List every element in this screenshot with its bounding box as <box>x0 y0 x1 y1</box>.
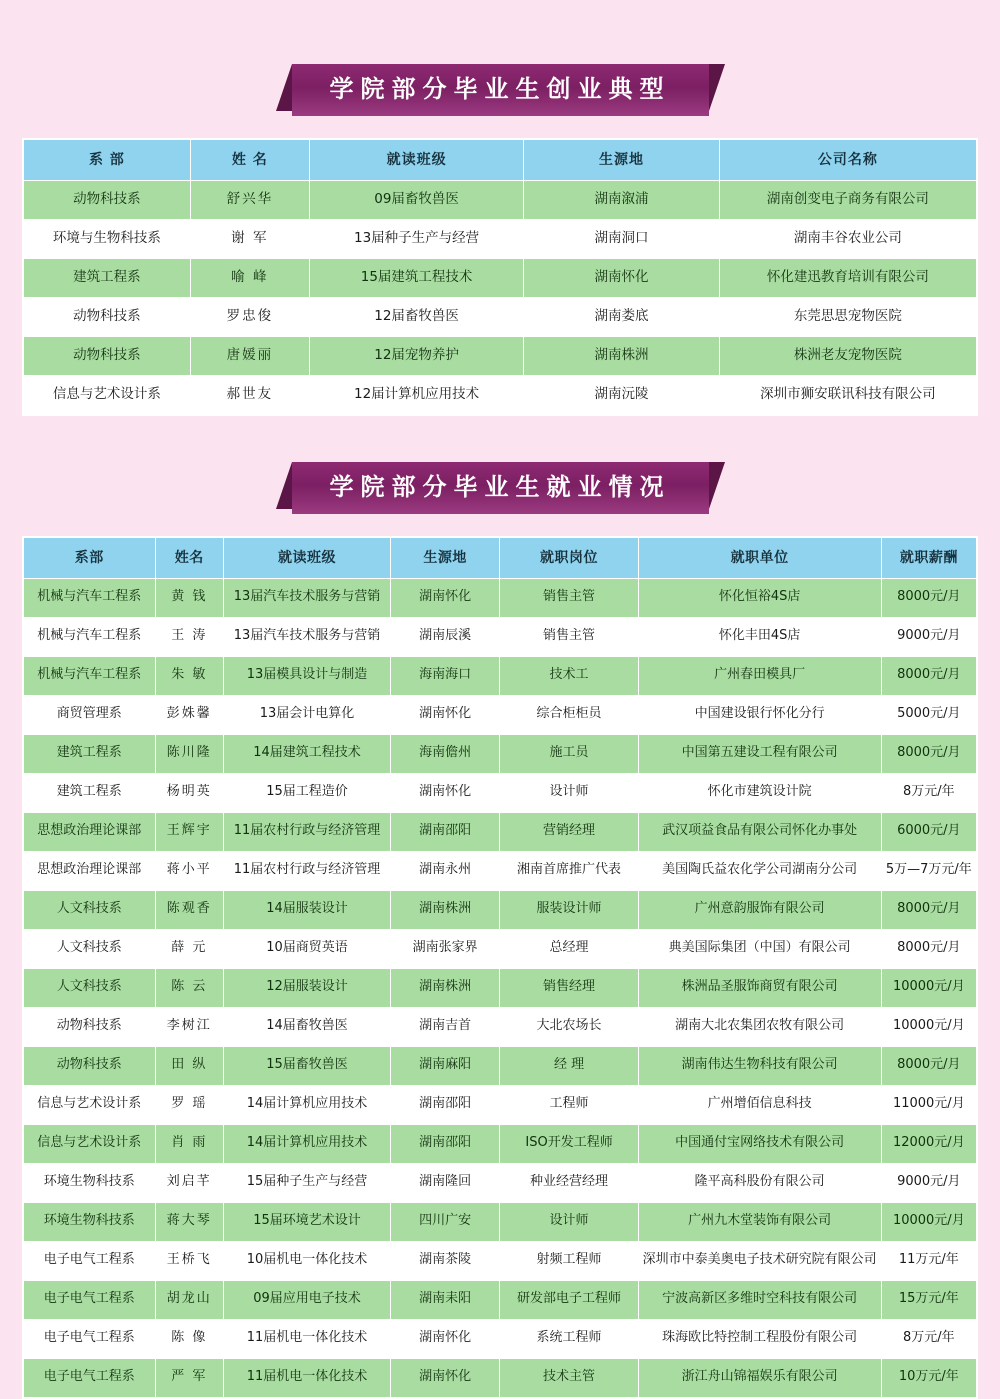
cell-class: 10届商贸英语 <box>224 929 391 968</box>
table-row <box>24 258 977 297</box>
table-row <box>24 297 977 336</box>
cell-name: 王 涛 <box>155 617 224 656</box>
table-row <box>24 1046 977 1085</box>
table-header-row <box>24 139 977 180</box>
cell-name: 陈 像 <box>155 1319 224 1358</box>
cell-department: 建筑工程系 <box>24 773 156 812</box>
table-header-row <box>24 537 977 578</box>
cell-salary: 5万—7万元/年 <box>881 851 976 890</box>
cell-origin: 湖南邵阳 <box>390 1124 500 1163</box>
cell-name: 陈川隆 <box>155 734 224 773</box>
cell-origin: 湖南怀化 <box>524 258 719 297</box>
table-row <box>24 890 977 929</box>
table-row <box>24 656 977 695</box>
table-employment <box>23 537 977 1398</box>
cell-position: 技术工 <box>500 656 638 695</box>
cell-employer: 典美国际集团（中国）有限公司 <box>638 929 881 968</box>
cell-department: 动物科技系 <box>24 297 191 336</box>
table-row <box>24 1163 977 1202</box>
section-title-entrepreneurship: 学院部分毕业生创业典型 <box>292 64 709 116</box>
col-header-department: 系 部 <box>24 139 191 180</box>
cell-department: 环境生物科技系 <box>24 1202 156 1241</box>
cell-employer: 深圳市中泰美奥电子技术研究院有限公司 <box>638 1241 881 1280</box>
cell-name: 刘启芊 <box>155 1163 224 1202</box>
table-row <box>24 773 977 812</box>
col-header-class: 就读班级 <box>224 537 391 578</box>
col-header-position: 就职岗位 <box>500 537 638 578</box>
cell-position: 湘南首席推广代表 <box>500 851 638 890</box>
cell-name: 肖 雨 <box>155 1124 224 1163</box>
cell-salary: 5000元/月 <box>881 695 976 734</box>
col-header-origin: 生源地 <box>524 139 719 180</box>
cell-name: 严 军 <box>155 1358 224 1397</box>
cell-employer: 株洲品圣服饰商贸有限公司 <box>638 968 881 1007</box>
cell-employer: 广州意韵服饰有限公司 <box>638 890 881 929</box>
cell-department: 动物科技系 <box>24 1046 156 1085</box>
table-row <box>24 695 977 734</box>
cell-name: 陈观香 <box>155 890 224 929</box>
col-header-origin: 生源地 <box>390 537 500 578</box>
cell-employer: 湖南大北农集团农牧有限公司 <box>638 1007 881 1046</box>
table-row <box>24 1280 977 1319</box>
cell-class: 14届计算机应用技术 <box>224 1124 391 1163</box>
cell-salary: 8000元/月 <box>881 1046 976 1085</box>
cell-department: 动物科技系 <box>24 336 191 375</box>
cell-salary: 15万元/年 <box>881 1280 976 1319</box>
cell-salary: 8000元/月 <box>881 734 976 773</box>
cell-position: 经 理 <box>500 1046 638 1085</box>
cell-position: ISO开发工程师 <box>500 1124 638 1163</box>
cell-name: 蒋小平 <box>155 851 224 890</box>
cell-salary: 10000元/月 <box>881 968 976 1007</box>
cell-department: 信息与艺术设计系 <box>24 375 191 414</box>
cell-employer: 中国通付宝网络技术有限公司 <box>638 1124 881 1163</box>
cell-name: 喻 峰 <box>190 258 309 297</box>
col-header-name: 姓名 <box>155 537 224 578</box>
cell-name: 黄 钱 <box>155 578 224 617</box>
cell-salary: 8000元/月 <box>881 656 976 695</box>
cell-department: 人文科技系 <box>24 968 156 1007</box>
cell-origin: 湖南怀化 <box>390 695 500 734</box>
cell-department: 电子电气工程系 <box>24 1319 156 1358</box>
banner-wrap-1 <box>22 64 978 116</box>
cell-class: 12届畜牧兽医 <box>309 297 523 336</box>
cell-class: 14届计算机应用技术 <box>224 1085 391 1124</box>
table-row <box>24 812 977 851</box>
cell-class: 13届汽车技术服务与营销 <box>224 578 391 617</box>
cell-employer: 中国建设银行怀化分行 <box>638 695 881 734</box>
cell-origin: 湖南溆浦 <box>524 180 719 219</box>
col-header-company: 公司名称 <box>719 139 976 180</box>
cell-employer: 武汉项益食品有限公司怀化办事处 <box>638 812 881 851</box>
cell-department: 信息与艺术设计系 <box>24 1124 156 1163</box>
table-row <box>24 851 977 890</box>
cell-department: 电子电气工程系 <box>24 1241 156 1280</box>
table-row <box>24 1319 977 1358</box>
cell-position: 营销经理 <box>500 812 638 851</box>
cell-employer: 广州春田模具厂 <box>638 656 881 695</box>
cell-name: 郝世友 <box>190 375 309 414</box>
cell-employer: 中国第五建设工程有限公司 <box>638 734 881 773</box>
cell-origin: 湖南耒阳 <box>390 1280 500 1319</box>
cell-position: 综合柜柜员 <box>500 695 638 734</box>
cell-name: 李树江 <box>155 1007 224 1046</box>
table-head <box>24 537 977 578</box>
cell-employer: 广州九木堂装饰有限公司 <box>638 1202 881 1241</box>
cell-class: 10届机电一体化技术 <box>224 1241 391 1280</box>
table-row <box>24 968 977 1007</box>
cell-origin: 湖南麻阳 <box>390 1046 500 1085</box>
cell-origin: 湖南株洲 <box>524 336 719 375</box>
cell-origin: 湖南茶陵 <box>390 1241 500 1280</box>
cell-name: 罗 瑶 <box>155 1085 224 1124</box>
col-header-employer: 就职单位 <box>638 537 881 578</box>
table-row <box>24 929 977 968</box>
cell-company: 怀化建迅教育培训有限公司 <box>719 258 976 297</box>
cell-employer: 怀化市建筑设计院 <box>638 773 881 812</box>
table-row <box>24 1241 977 1280</box>
cell-origin: 湖南邵阳 <box>390 812 500 851</box>
cell-department: 动物科技系 <box>24 180 191 219</box>
cell-department: 思想政治理论课部 <box>24 851 156 890</box>
cell-class: 15届种子生产与经营 <box>224 1163 391 1202</box>
cell-position: 总经理 <box>500 929 638 968</box>
cell-department: 动物科技系 <box>24 1007 156 1046</box>
table-row <box>24 734 977 773</box>
cell-employer: 隆平高科股份有限公司 <box>638 1163 881 1202</box>
cell-name: 朱 敏 <box>155 656 224 695</box>
table-wrap-employment <box>22 536 978 1399</box>
table-row <box>24 1007 977 1046</box>
cell-salary: 10000元/月 <box>881 1202 976 1241</box>
cell-name: 杨明英 <box>155 773 224 812</box>
cell-position: 销售主管 <box>500 578 638 617</box>
cell-department: 电子电气工程系 <box>24 1358 156 1397</box>
cell-department: 建筑工程系 <box>24 734 156 773</box>
table-head <box>24 139 977 180</box>
cell-class: 09届应用电子技术 <box>224 1280 391 1319</box>
cell-department: 建筑工程系 <box>24 258 191 297</box>
cell-position: 设计师 <box>500 1202 638 1241</box>
cell-name: 彭姝馨 <box>155 695 224 734</box>
cell-position: 射频工程师 <box>500 1241 638 1280</box>
cell-position: 服装设计师 <box>500 890 638 929</box>
cell-class: 12届服装设计 <box>224 968 391 1007</box>
cell-origin: 湖南娄底 <box>524 297 719 336</box>
cell-position: 设计师 <box>500 773 638 812</box>
section-title-employment: 学院部分毕业生就业情况 <box>292 462 709 514</box>
cell-company: 湖南创变电子商务有限公司 <box>719 180 976 219</box>
cell-salary: 8000元/月 <box>881 890 976 929</box>
cell-class: 12届宠物养护 <box>309 336 523 375</box>
cell-salary: 12000元/月 <box>881 1124 976 1163</box>
table-body <box>24 578 977 1397</box>
cell-origin: 湖南怀化 <box>390 1358 500 1397</box>
table-body <box>24 180 977 414</box>
cell-origin: 湖南邵阳 <box>390 1085 500 1124</box>
banner-wrap-2 <box>22 462 978 514</box>
cell-department: 环境与生物科技系 <box>24 219 191 258</box>
cell-class: 11届机电一体化技术 <box>224 1358 391 1397</box>
cell-employer: 浙江舟山锦福娱乐有限公司 <box>638 1358 881 1397</box>
cell-position: 施工员 <box>500 734 638 773</box>
cell-name: 田 纵 <box>155 1046 224 1085</box>
cell-salary: 11万元/年 <box>881 1241 976 1280</box>
cell-class: 11届农村行政与经济管理 <box>224 812 391 851</box>
cell-class: 11届机电一体化技术 <box>224 1319 391 1358</box>
table-row <box>24 180 977 219</box>
cell-class: 15届畜牧兽医 <box>224 1046 391 1085</box>
table-row <box>24 1358 977 1397</box>
cell-salary: 8万元/年 <box>881 773 976 812</box>
cell-position: 工程师 <box>500 1085 638 1124</box>
table-row <box>24 1202 977 1241</box>
col-header-salary: 就职薪酬 <box>881 537 976 578</box>
cell-origin: 湖南隆回 <box>390 1163 500 1202</box>
table-row <box>24 617 977 656</box>
cell-name: 陈 云 <box>155 968 224 1007</box>
cell-class: 12届计算机应用技术 <box>309 375 523 414</box>
cell-employer: 广州增佰信息科技 <box>638 1085 881 1124</box>
cell-position: 技术主管 <box>500 1358 638 1397</box>
cell-name: 胡龙山 <box>155 1280 224 1319</box>
table-row <box>24 219 977 258</box>
cell-salary: 8000元/月 <box>881 578 976 617</box>
cell-name: 蒋大琴 <box>155 1202 224 1241</box>
cell-department: 机械与汽车工程系 <box>24 617 156 656</box>
cell-origin: 湖南怀化 <box>390 773 500 812</box>
cell-salary: 9000元/月 <box>881 1163 976 1202</box>
cell-position: 销售经理 <box>500 968 638 1007</box>
cell-class: 13届种子生产与经营 <box>309 219 523 258</box>
cell-origin: 四川广安 <box>390 1202 500 1241</box>
cell-name: 王桥飞 <box>155 1241 224 1280</box>
cell-department: 环境生物科技系 <box>24 1163 156 1202</box>
cell-salary: 8万元/年 <box>881 1319 976 1358</box>
cell-name: 谢 军 <box>190 219 309 258</box>
cell-employer: 怀化丰田4S店 <box>638 617 881 656</box>
cell-origin: 湖南吉首 <box>390 1007 500 1046</box>
table-row <box>24 1085 977 1124</box>
cell-position: 销售主管 <box>500 617 638 656</box>
cell-class: 13届汽车技术服务与营销 <box>224 617 391 656</box>
cell-salary: 9000元/月 <box>881 617 976 656</box>
cell-department: 机械与汽车工程系 <box>24 656 156 695</box>
cell-origin: 湖南辰溪 <box>390 617 500 656</box>
cell-department: 思想政治理论课部 <box>24 812 156 851</box>
cell-origin: 湖南张家界 <box>390 929 500 968</box>
table-row <box>24 336 977 375</box>
cell-department: 商贸管理系 <box>24 695 156 734</box>
cell-name: 唐媛丽 <box>190 336 309 375</box>
cell-origin: 湖南永州 <box>390 851 500 890</box>
table-row <box>24 1124 977 1163</box>
cell-department: 机械与汽车工程系 <box>24 578 156 617</box>
cell-class: 11届农村行政与经济管理 <box>224 851 391 890</box>
cell-salary: 10万元/年 <box>881 1358 976 1397</box>
cell-company: 湖南丰谷农业公司 <box>719 219 976 258</box>
cell-company: 深圳市狮安联讯科技有限公司 <box>719 375 976 414</box>
cell-position: 研发部电子工程师 <box>500 1280 638 1319</box>
cell-class: 09届畜牧兽医 <box>309 180 523 219</box>
table-row <box>24 578 977 617</box>
cell-department: 电子电气工程系 <box>24 1280 156 1319</box>
cell-employer: 珠海欧比特控制工程股份有限公司 <box>638 1319 881 1358</box>
table-wrap-entrepreneurship <box>22 138 978 416</box>
cell-class: 14届服装设计 <box>224 890 391 929</box>
cell-name: 薛 元 <box>155 929 224 968</box>
cell-name: 舒兴华 <box>190 180 309 219</box>
cell-company: 株洲老友宠物医院 <box>719 336 976 375</box>
table-row <box>24 375 977 414</box>
cell-class: 15届建筑工程技术 <box>309 258 523 297</box>
cell-name: 王辉宇 <box>155 812 224 851</box>
cell-position: 种业经营经理 <box>500 1163 638 1202</box>
cell-class: 15届环境艺术设计 <box>224 1202 391 1241</box>
cell-employer: 湖南伟达生物科技有限公司 <box>638 1046 881 1085</box>
cell-origin: 湖南沅陵 <box>524 375 719 414</box>
cell-department: 人文科技系 <box>24 929 156 968</box>
cell-class: 15届工程造价 <box>224 773 391 812</box>
cell-origin: 海南海口 <box>390 656 500 695</box>
cell-department: 信息与艺术设计系 <box>24 1085 156 1124</box>
cell-origin: 湖南怀化 <box>390 1319 500 1358</box>
col-header-name: 姓 名 <box>190 139 309 180</box>
cell-employer: 怀化恒裕4S店 <box>638 578 881 617</box>
cell-name: 罗忠俊 <box>190 297 309 336</box>
cell-origin: 海南儋州 <box>390 734 500 773</box>
cell-department: 人文科技系 <box>24 890 156 929</box>
cell-class: 14届畜牧兽医 <box>224 1007 391 1046</box>
section-entrepreneurship <box>22 0 978 416</box>
cell-employer: 美国陶氏益农化学公司湖南分公司 <box>638 851 881 890</box>
cell-salary: 11000元/月 <box>881 1085 976 1124</box>
col-header-class: 就读班级 <box>309 139 523 180</box>
col-header-department: 系部 <box>24 537 156 578</box>
cell-salary: 8000元/月 <box>881 929 976 968</box>
cell-origin: 湖南洞口 <box>524 219 719 258</box>
cell-position: 系统工程师 <box>500 1319 638 1358</box>
section-employment <box>22 416 978 1399</box>
cell-salary: 10000元/月 <box>881 1007 976 1046</box>
table-entrepreneurship <box>23 139 977 415</box>
cell-class: 13届模具设计与制造 <box>224 656 391 695</box>
cell-class: 13届会计电算化 <box>224 695 391 734</box>
cell-class: 14届建筑工程技术 <box>224 734 391 773</box>
cell-position: 大北农场长 <box>500 1007 638 1046</box>
cell-origin: 湖南株洲 <box>390 890 500 929</box>
cell-employer: 宁波高新区多维时空科技有限公司 <box>638 1280 881 1319</box>
cell-salary: 6000元/月 <box>881 812 976 851</box>
cell-origin: 湖南株洲 <box>390 968 500 1007</box>
cell-origin: 湖南怀化 <box>390 578 500 617</box>
cell-company: 东莞思思宠物医院 <box>719 297 976 336</box>
